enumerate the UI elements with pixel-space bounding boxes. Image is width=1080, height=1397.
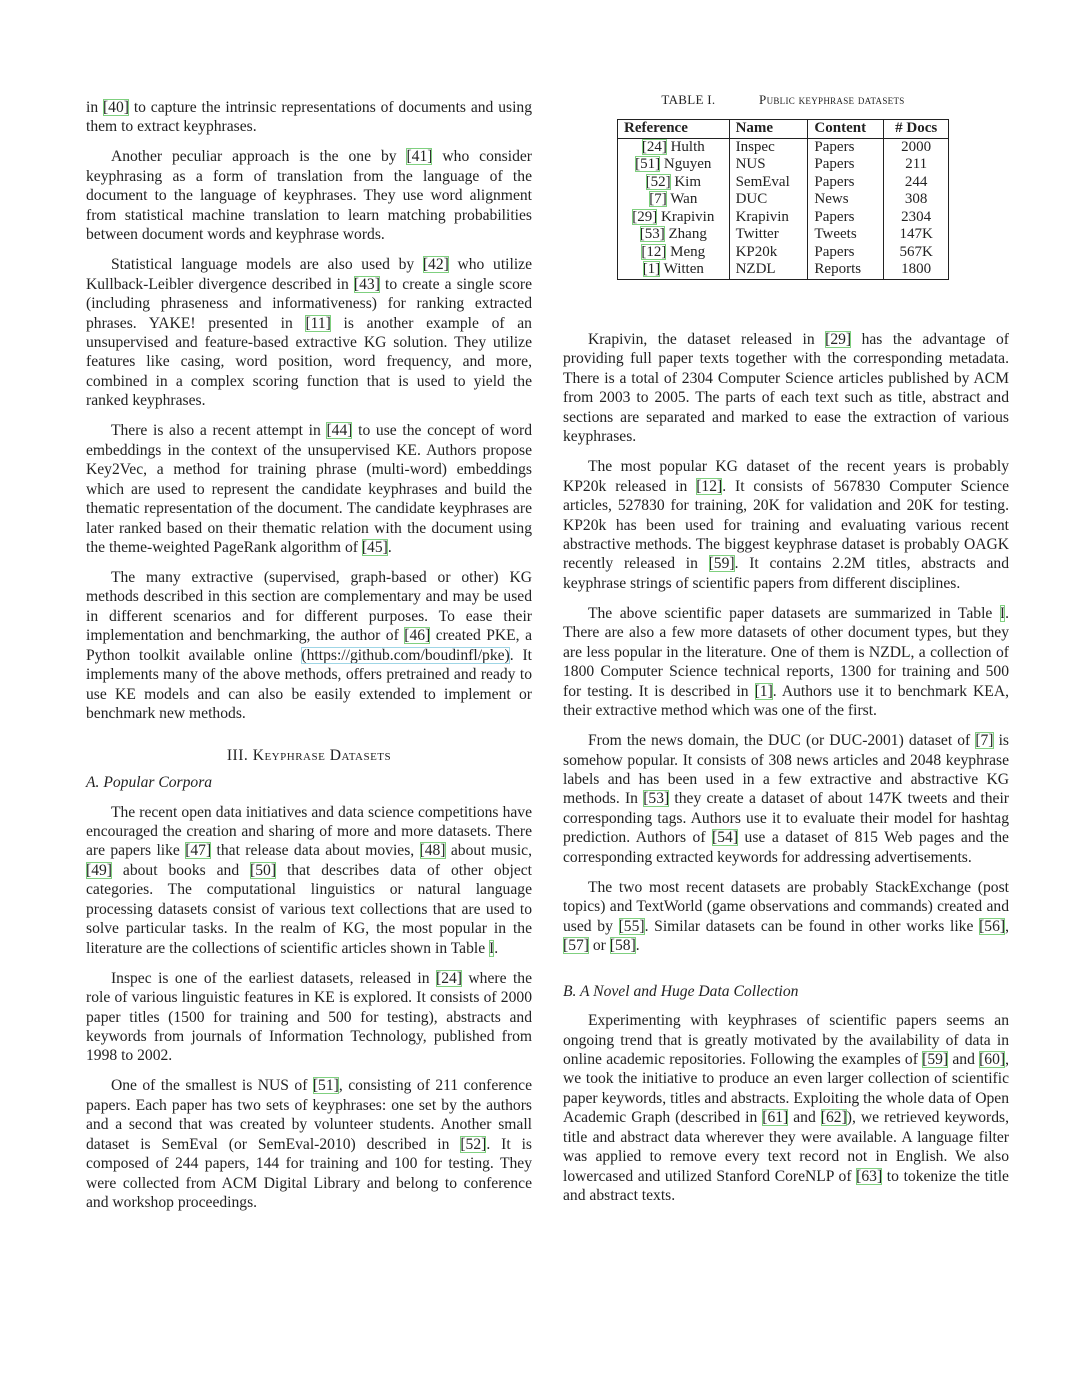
- column-header: Name: [729, 120, 808, 139]
- table-caption: [617, 90, 949, 109]
- right-column: [563, 330, 1009, 1216]
- table-reference-link[interactable]: I: [999, 604, 1006, 622]
- paragraph: Another peculiar approach is the one by [41] who consider keyphrasing as a form of translation from the language of the document to the language of keyphrases. They use word alignment from statistical machine translation to learn matching probabilities between document words and keyphrase words.: [86, 148, 532, 244]
- paragraph: The most popular KG dataset of the recent years is probably KP20k released in [12]. It consists of 567830 Computer Science articles, 527830 for training, 20K for validation and 20K for testing. KP20k has been used for training and evaluating various recent abstractive methods. The biggest keyphrase dataset is probably OAGK recently released in [59]. It contains 2.2M titles, abstracts and keyphrase strings of scientific papers from different disciplines.: [563, 458, 1009, 592]
- paragraph: Experimenting with keyphrases of scientific papers seems an ongoing trend that is greatly motivated by the availability of data in online academic repositories. Following the examples of [59] and [60], we took the initiative to produce an even larger collection of scientific paper keywords, titles and abstracts. Exploiting the whole data of Open Academic Graph (described in [61] and [62]), we retrieved keywords, title and abstract data wherever they were available. A language filter was applied to remove every text record not in English. We also lowercased and utilized Stanford CoreNLP of [63] to tokenize the title and abstract texts.: [563, 1012, 1009, 1205]
- paragraph: Krapivin, the dataset released in [29] has the advantage of providing full paper texts together with the corresponding metadata. There is a total of 2304 Computer Science articles published by ACM from 2003 to 2005. The parts of each text such as title, abstract and sections are separated and marked to ease the extraction of various keyphrases.: [563, 331, 1009, 446]
- paragraph: The two most recent datasets are probably StackExchange (post topics) and TextWorld (game observations and commands) created and used by [55]. Similar datasets can be found in other works like [56], [57] or [58].: [563, 878, 1009, 955]
- table-cell: Twitter: [729, 226, 808, 244]
- citation-link[interactable]: [11]: [305, 314, 331, 332]
- column-header: # Docs: [884, 120, 949, 139]
- citation-link[interactable]: [57]: [563, 937, 589, 955]
- table-row: [618, 226, 949, 244]
- left-column: [86, 98, 532, 1223]
- subsection-heading: B. A Novel and Huge Data Collection: [563, 982, 799, 1000]
- table-cell: 147K: [884, 226, 949, 244]
- citation-link[interactable]: [59]: [922, 1050, 949, 1068]
- citation-link[interactable]: [51]: [635, 156, 661, 173]
- citation-link[interactable]: [52]: [460, 1135, 487, 1153]
- paragraph: The many extractive (supervised, graph-based or other) KG methods described in this section are complementary and may be used in different scenarios and for different purposes. To ease their implementation and benchmarking, the author of [46] created PKE, a Python toolkit available online (https://github.com/boudinfl/pke). It implements many of the above methods, offers pretrained and ready to use KE models and can also be easily extended to implement or benchmark new methods.: [86, 568, 533, 723]
- paragraph: There is also a recent attempt in [44] to use the concept of word embeddings in the context of the unsupervised KE. Authors propose Key2Vec, a method for training phrase (multi-word) embeddings which are used to represent the candidate keyphrases and build the thematic representation of the document. The candidate keyphrases are later ranked based on their thematic relation with the document using the theme-weighted PageRank algorithm of [45].: [86, 422, 532, 557]
- citation-link[interactable]: [24]: [641, 138, 667, 155]
- citation-link[interactable]: [52]: [645, 173, 671, 190]
- table-cell: Papers: [808, 244, 884, 262]
- table-cell: 567K: [884, 244, 949, 262]
- paragraph: Inspec is one of the earliest datasets, released in [24] where the role of various linguistic features in KE is explored. It consists of 2000 paper titles (1500 for training and 500 for testing), abstracts and keywords from journals of Information Technology, published from 1998 to 2002.: [86, 969, 532, 1065]
- table-cell: 244: [884, 174, 949, 192]
- citation-link[interactable]: [45]: [361, 539, 388, 557]
- table-cell: NZDL: [729, 261, 808, 279]
- citation-link[interactable]: [7]: [649, 191, 667, 208]
- table-row: [618, 261, 949, 279]
- table-cell: 2000: [884, 138, 949, 156]
- table-cell: News: [808, 191, 884, 209]
- paragraph: in [40] to capture the intrinsic representations of documents and using them to extract keyphrases.: [86, 99, 532, 136]
- table-row: [618, 209, 949, 227]
- table-cell: [51] Nguyen: [618, 156, 730, 174]
- citation-link[interactable]: [41]: [406, 148, 433, 166]
- citation-link[interactable]: [48]: [419, 842, 446, 860]
- table-cell: [53] Zhang: [618, 226, 730, 244]
- table-title: Public keyphrase datasets: [759, 92, 905, 107]
- citation-link[interactable]: [62]: [820, 1109, 847, 1127]
- citation-link[interactable]: [49]: [86, 861, 112, 879]
- table-row: [618, 138, 949, 156]
- citation-link[interactable]: [29]: [825, 331, 852, 348]
- column-header: Reference: [618, 120, 730, 139]
- citation-link[interactable]: [61]: [762, 1109, 789, 1127]
- citation-link[interactable]: [46]: [404, 627, 431, 645]
- citation-link[interactable]: [1]: [642, 261, 661, 278]
- paragraph: Statistical language models are also used by [42] who utilize Kullback-Leibler divergence described in [43] to create a single score (including phraseness and informativeness) for ranking extracted phrases. YAKE! presented in [11] is another example of an unsupervised and feature-based extractive KG solution. They utilize features like casing, word position, word frequency, and more, combined in a complex scoring function that is used to yield the ranked keyphrases.: [86, 256, 533, 410]
- table-cell: DUC: [729, 191, 808, 209]
- paragraph: The above scientific paper datasets are summarized in Table I. There are also a few more datasets of other document types, but they are less popular in the literature. One of them is NZDL, a collection of 1800 Computer Science technical reports, 1300 for training and 500 for testing. It is described in [1]. Authors use it to benchmark KEA, their extractive method which was one of the first.: [563, 604, 1009, 720]
- citation-link[interactable]: [51]: [312, 1077, 339, 1095]
- citation-link[interactable]: [29]: [632, 208, 658, 225]
- citation-link[interactable]: [63]: [856, 1167, 883, 1185]
- citation-link[interactable]: [53]: [639, 226, 665, 243]
- citation-link[interactable]: [12]: [641, 243, 667, 260]
- citation-link[interactable]: [43]: [353, 275, 380, 293]
- table-cell: [12] Meng: [618, 244, 730, 262]
- citation-link[interactable]: [42]: [422, 256, 449, 274]
- table-cell: [24] Hulth: [618, 138, 730, 156]
- table-cell: Krapivin: [729, 209, 808, 227]
- citation-link[interactable]: [40]: [102, 99, 129, 116]
- citation-link[interactable]: [24]: [436, 969, 462, 987]
- table-cell: [29] Krapivin: [618, 209, 730, 227]
- table-cell: Tweets: [808, 226, 884, 244]
- citation-link[interactable]: [7]: [975, 732, 994, 750]
- table-row: [618, 191, 949, 209]
- column-header: Content: [808, 120, 884, 139]
- citation-link[interactable]: [1]: [754, 682, 773, 700]
- table-cell: Inspec: [729, 138, 808, 156]
- citation-link[interactable]: [54]: [712, 829, 739, 847]
- url-link[interactable]: (https://github.com/boudinfl/pke): [301, 646, 510, 664]
- table-reference-link[interactable]: I: [489, 939, 495, 957]
- paragraph: The recent open data initiatives and data science competitions have encouraged the creation and sharing of more and more datasets. There are papers like [47] that release data about movies, [48] about music, [49] about books and [50] that describes data of other object categories. The computational linguistics or natural language processing datasets consist of various text collections that are used to solve particular tasks. In the realm of KG, the most popular in the literature are the collections of scientific articles shown in Table I.: [86, 803, 532, 957]
- table-cell: NUS: [729, 156, 808, 174]
- table-header-row: [618, 120, 949, 139]
- table-cell: Papers: [808, 156, 884, 174]
- citation-link[interactable]: [47]: [185, 842, 212, 860]
- citation-link[interactable]: [59]: [708, 555, 735, 573]
- table-cell: Papers: [808, 209, 884, 227]
- table-label: TABLE I.: [661, 92, 716, 107]
- paragraph: One of the smallest is NUS of [51], consisting of 211 conference papers. Each paper has two sets of keyphrases: one set by the authors and a second that was created by volunteer students. Another small dataset is SemEval (or SemEval-2010) described in [52]. It is composed of 244 papers, 144 for training and 100 for testing. They were collected from ACM Digital Library and belong to conference and workshop proceedings.: [86, 1077, 533, 1212]
- datasets-table: [617, 90, 949, 280]
- table-cell: KP20k: [729, 244, 808, 262]
- citation-link[interactable]: [53]: [643, 790, 670, 808]
- table-row: [618, 174, 949, 192]
- table-cell: [1] Witten: [618, 261, 730, 279]
- table-cell: 308: [884, 191, 949, 209]
- citation-link[interactable]: [50]: [250, 861, 277, 879]
- table-row: [618, 156, 949, 174]
- table-cell: Reports: [808, 261, 884, 279]
- subsection-heading: A. Popular Corpora: [86, 774, 213, 792]
- citation-link[interactable]: [56]: [979, 917, 1006, 935]
- citation-link[interactable]: [58]: [609, 937, 636, 955]
- table-row: [618, 244, 949, 262]
- table-cell: SemEval: [729, 174, 808, 192]
- citation-link[interactable]: [44]: [326, 422, 353, 440]
- table-cell: 2304: [884, 209, 949, 227]
- citation-link[interactable]: [60]: [979, 1050, 1006, 1068]
- table-cell: [7] Wan: [618, 191, 730, 209]
- citation-link[interactable]: [12]: [696, 477, 723, 495]
- table-cell: 211: [884, 156, 949, 174]
- table-cell: Papers: [808, 174, 884, 192]
- table-cell: Papers: [808, 138, 884, 156]
- table-cell: [52] Kim: [618, 174, 730, 192]
- section-heading: III. Keyphrase Datasets: [226, 746, 392, 764]
- paragraph: From the news domain, the DUC (or DUC-2001) dataset of [7] is somehow popular. It consists of 308 news articles and 2048 keyphrase labels and has been used in a few extractive and abstractive KG methods. In [53] they create a dataset of about 147K tweets and their corresponding tags. Authors use it to evaluate their model for hashtag prediction. Authors of [54] use a dataset of 815 Web pages and the corresponding extracted keywords for addressing advertisements.: [563, 732, 1009, 866]
- table-cell: 1800: [884, 261, 949, 279]
- citation-link[interactable]: [55]: [618, 917, 645, 935]
